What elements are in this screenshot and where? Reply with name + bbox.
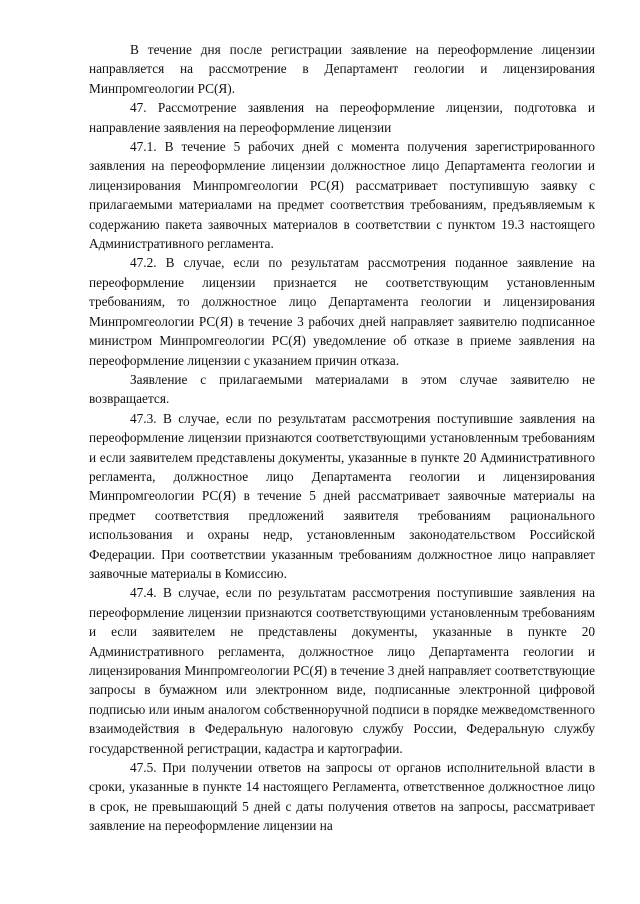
paragraph-registration-transfer: В течение дня после регистрации заявление на переоформление лицензии направляется на рассмотрение в Департамент геологии и лицензирования Минпромгеологии РС(Я). [89,42,595,96]
document-page [89,40,595,836]
paragraph-47-4: 47.4. В случае, если по результатам рассмотрения поступившие заявления на переоформление лицензии признаются соответствующими установленным требованиям и если заявителем не представлены документы, указанные в пункте 20 Административного регламента, должностное лицо Департамента геологии и лицензирования Минпромгеологии РС(Я) в течение 3 дней направляет соответствующие запросы в бумажном или электронном виде, подписанные электронной цифровой подписью или иным аналогом собственноручной подписи в порядке межведомственного взаимодействия в Федеральную налоговую службу России, Федеральную службу государственной регистрации, кадастра и картографии. [89,585,595,756]
paragraph-47-heading: 47. Рассмотрение заявления на переоформление лицензии, подготовка и направление заявления на переоформление лицензии [89,100,595,135]
paragraph-47-1: 47.1. В течение 5 рабочих дней с момента получения зарегистрированного заявления на переоформление лицензии должностное лицо Департамента геологии и лицензирования Минпромгеологии РС(Я) рассматривает поступившую заявку с прилагаемыми материалами на предмет соответствия требованиям, предъявляемым к содержанию пакета заявочных материалов в соответствии с пунктом 19.3 настоящего Административного регламента. [89,139,595,252]
paragraph-47-3: 47.3. В случае, если по результатам рассмотрения поступившие заявления на переоформление лицензии признаются соответствующими установленным требованиям и если заявителем представлены документы, указанные в пункте 20 Административного регламента, должностное лицо Департамента геологии и лицензирования Минпромгеологии РС(Я) в течение 5 дней рассматривает заявочные материалы на предмет соответствия предложений заявителя требованиям рационального использования и охраны недр, установленным законодательством Российской Федерации. При соответствии указанным требованиям должностное лицо направляет заявочные материалы в Комиссию. [89,410,595,581]
paragraph-47-2: 47.2. В случае, если по результатам рассмотрения поданное заявление на переоформление лицензии признается не соответствующим установленным требованиям, то должностное лицо Департамента геологии и лицензирования Минпромгеологии РС(Я) в течение 3 рабочих дней направляет заявителю подписанное министром Минпромгеологии РС(Я) уведомление об отказе в приеме заявления на переоформление лицензии с указанием причин отказа. [89,255,595,368]
paragraph-not-returned: Заявление с прилагаемыми материалами в этом случае заявителю не возвращается. [89,371,595,407]
paragraph-47-5: 47.5. При получении ответов на запросы от органов исполнительной власти в сроки, указанные в пункте 14 настоящего Регламента, ответственное должностное лицо в срок, не превышающий 5 дней с даты получения ответов на запросы, рассматривает заявление на переоформление лицензии на [89,760,595,834]
